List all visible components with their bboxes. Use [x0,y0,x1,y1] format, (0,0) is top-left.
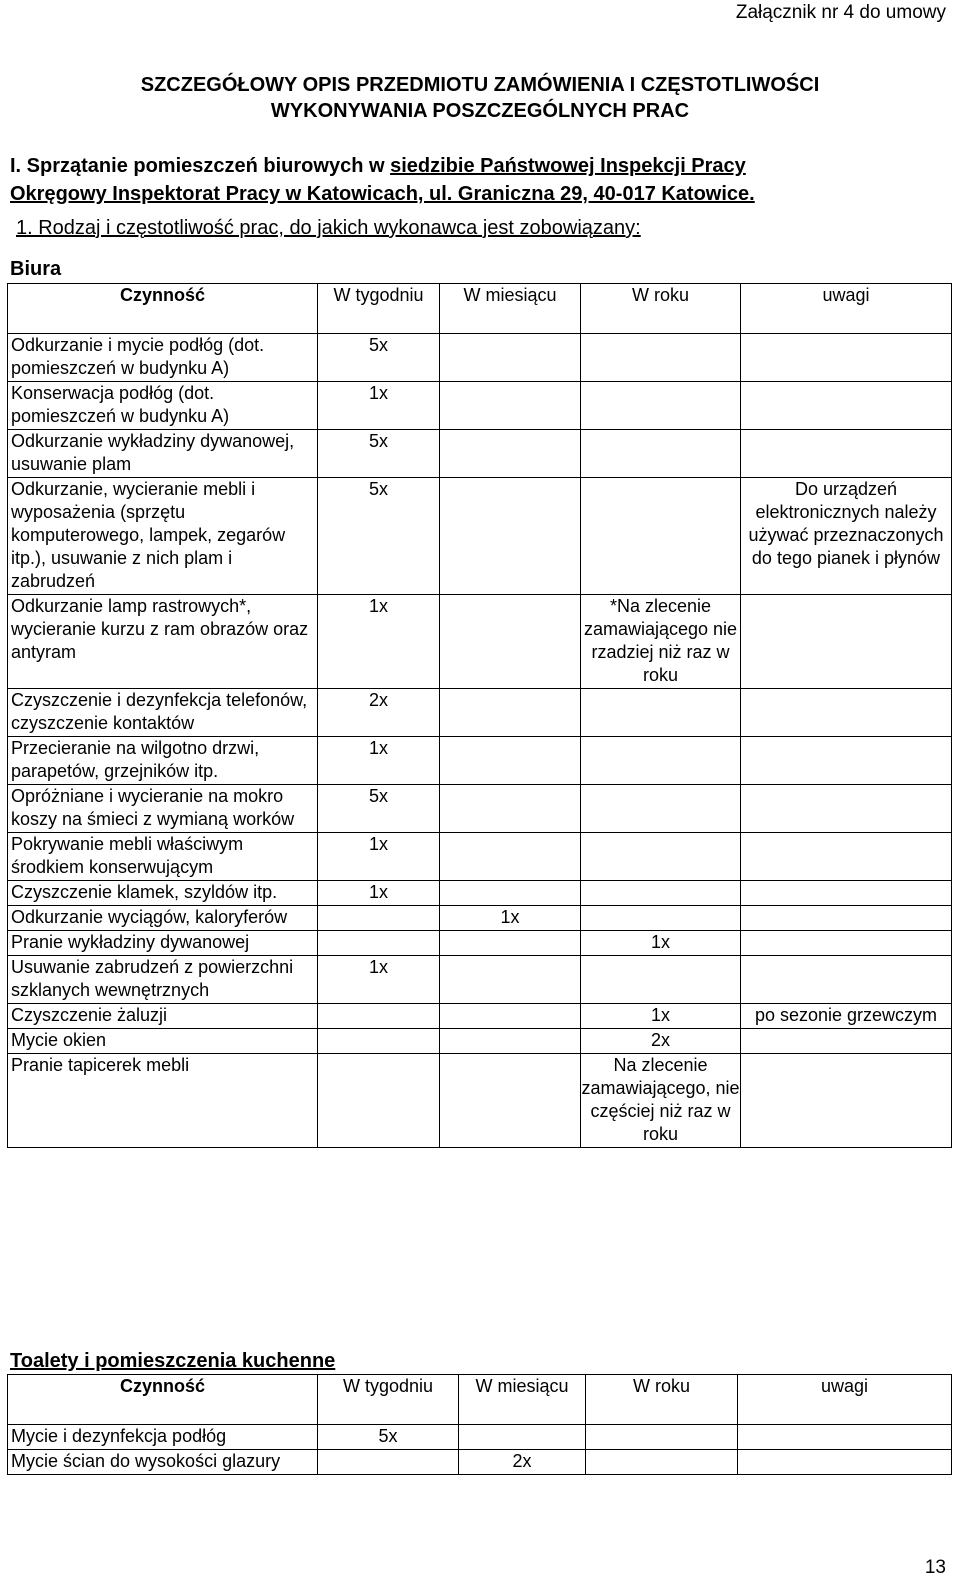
cell-year [581,382,741,430]
cell-month [440,595,581,689]
cell-month [459,1425,586,1450]
cell-month [440,833,581,881]
cell-notes [741,785,952,833]
cell-week: 2x [318,689,440,737]
cell-notes [741,833,952,881]
cell-notes: Do urządzeń elektronicznych należy używać przeznaczonych do tego pianek i płynów [741,478,952,595]
cell-week: 5x [318,334,440,382]
cell-month [440,689,581,737]
table-row [8,906,952,931]
table-row [8,785,952,833]
cell-week [318,1004,440,1029]
cell-activity: Czyszczenie klamek, szyldów itp. [8,881,318,906]
cell-month: 2x [459,1450,586,1475]
table-row [8,1425,952,1450]
header-year: W roku [586,1375,738,1425]
header-year: W roku [581,284,741,334]
cell-activity: Czyszczenie żaluzji [8,1004,318,1029]
page-number: 13 [924,1557,946,1578]
cell-year [581,737,741,785]
cell-notes [741,382,952,430]
cell-notes [741,595,952,689]
cell-month [440,334,581,382]
cell-month [440,881,581,906]
cell-year: 1x [581,931,741,956]
table-row [8,881,952,906]
cell-activity: Odkurzanie, wycieranie mebli i wyposażenia (sprzętu komputerowego, lampek, zegarów itp.), usuwanie z nich plam i zabrudzeń [8,478,318,595]
cell-activity: Przecieranie na wilgotno drzwi, parapetów, grzejników itp. [8,737,318,785]
section-underlined-2: Okręgowy Inspektorat Pracy w Katowicach, ul. Graniczna 29, 40-017 Katowice. [10,183,755,205]
header-activity: Czynność [8,1375,318,1425]
cell-month [440,737,581,785]
cell-activity: Konserwacja podłóg (dot. pomieszczeń w budynku A) [8,382,318,430]
cell-notes [741,430,952,478]
section-prefix: I. Sprzątanie pomieszczeń biurowych w [10,155,391,177]
cell-month [440,785,581,833]
biura-heading: Biura [10,258,62,280]
cell-activity: Opróżniane i wycieranie na mokro koszy na śmieci z wymianą worków [8,785,318,833]
table-row [8,833,952,881]
cell-year [581,956,741,1004]
cell-month [440,1004,581,1029]
table-row [8,382,952,430]
cell-week: 1x [318,956,440,1004]
cell-year [586,1450,738,1475]
cell-notes [741,689,952,737]
cell-activity: Czyszczenie i dezynfekcja telefonów, czyszczenie kontaktów [8,689,318,737]
cell-year [586,1425,738,1450]
table-row [8,595,952,689]
cell-notes [741,931,952,956]
cell-activity: Odkurzanie i mycie podłóg (dot. pomieszczeń w budynku A) [8,334,318,382]
table-row [8,1054,952,1148]
cell-week: 1x [318,833,440,881]
section-underlined-1: siedzibie Państwowej Inspekcji Pracy [390,155,746,177]
cell-activity: Mycie okien [8,1029,318,1054]
cell-week: 5x [318,785,440,833]
table-row [8,931,952,956]
cell-year: *Na zlecenie zamawiającego nie rzadziej niż raz w roku [581,595,741,689]
cell-notes [741,334,952,382]
cell-week [318,931,440,956]
cell-notes: po sezonie grzewczym [741,1004,952,1029]
cell-week: 5x [318,478,440,595]
toalety-table [7,1374,952,1475]
cell-year [581,689,741,737]
cell-month [440,1054,581,1148]
title-line-2: WYKONYWANIA POSZCZEGÓLNYCH PRAC [270,100,690,122]
table-row [8,430,952,478]
table-row [8,1029,952,1054]
table-row [8,689,952,737]
document-title [0,72,960,124]
cell-activity: Mycie i dezynfekcja podłóg [8,1425,318,1450]
cell-activity: Pranie wykładziny dywanowej [8,931,318,956]
cell-week: 1x [318,382,440,430]
cell-week: 1x [318,881,440,906]
cell-week: 5x [318,430,440,478]
cell-notes [741,906,952,931]
table-row [8,956,952,1004]
cell-activity: Pranie tapicerek mebli [8,1054,318,1148]
cell-activity: Odkurzanie wykładziny dywanowej, usuwanie plam [8,430,318,478]
cell-week: 1x [318,595,440,689]
biura-table [7,283,952,1148]
table-row [8,334,952,382]
cell-year: 1x [581,1004,741,1029]
table-header-row [8,284,952,334]
cell-year [581,785,741,833]
cell-year [581,881,741,906]
cell-year [581,478,741,595]
section-title [10,152,940,208]
table-header-row [8,1375,952,1425]
cell-year [581,906,741,931]
cell-notes [738,1450,952,1475]
table-row [8,737,952,785]
cell-activity: Odkurzanie lamp rastrowych*, wycieranie kurzu z ram obrazów oraz antyram [8,595,318,689]
cell-notes [741,1029,952,1054]
cell-activity: Usuwanie zabrudzeń z powierzchni szklanych wewnętrznych [8,956,318,1004]
table-row [8,478,952,595]
annex-label: Załącznik nr 4 do umowy [735,2,946,23]
cell-year [581,833,741,881]
cell-month [440,478,581,595]
table-row [8,1004,952,1029]
header-month: W miesiącu [440,284,581,334]
cell-year: 2x [581,1029,741,1054]
cell-activity: Odkurzanie wyciągów, kaloryferów [8,906,318,931]
cell-year: Na zlecenie zamawiającego, nie częściej niż raz w roku [581,1054,741,1148]
header-week: W tygodniu [318,1375,459,1425]
cell-notes [738,1425,952,1450]
cell-week [318,906,440,931]
cell-notes [741,1054,952,1148]
cell-month: 1x [440,906,581,931]
cell-year [581,430,741,478]
header-notes: uwagi [738,1375,952,1425]
header-month: W miesiącu [459,1375,586,1425]
header-week: W tygodniu [318,284,440,334]
cell-week [318,1450,459,1475]
cell-week [318,1054,440,1148]
cell-week [318,1029,440,1054]
cell-activity: Mycie ścian do wysokości glazury [8,1450,318,1475]
cell-week: 5x [318,1425,459,1450]
cell-year [581,334,741,382]
cell-month [440,956,581,1004]
subsection-title: 1. Rodzaj i częstotliwość prac, do jakich wykonawca jest zobowiązany: [16,217,641,239]
cell-notes [741,881,952,906]
header-notes: uwagi [741,284,952,334]
toalety-heading: Toalety i pomieszczenia kuchenne [10,1350,336,1372]
cell-month [440,382,581,430]
title-line-1: SZCZEGÓŁOWY OPIS PRZEDMIOTU ZAMÓWIENIA I CZĘSTOTLIWOŚCI [140,74,820,96]
table-row [8,1450,952,1475]
cell-notes [741,737,952,785]
header-activity: Czynność [8,284,318,334]
cell-notes [741,956,952,1004]
cell-week: 1x [318,737,440,785]
cell-month [440,430,581,478]
cell-month [440,931,581,956]
cell-activity: Pokrywanie mebli właściwym środkiem konserwującym [8,833,318,881]
cell-month [440,1029,581,1054]
